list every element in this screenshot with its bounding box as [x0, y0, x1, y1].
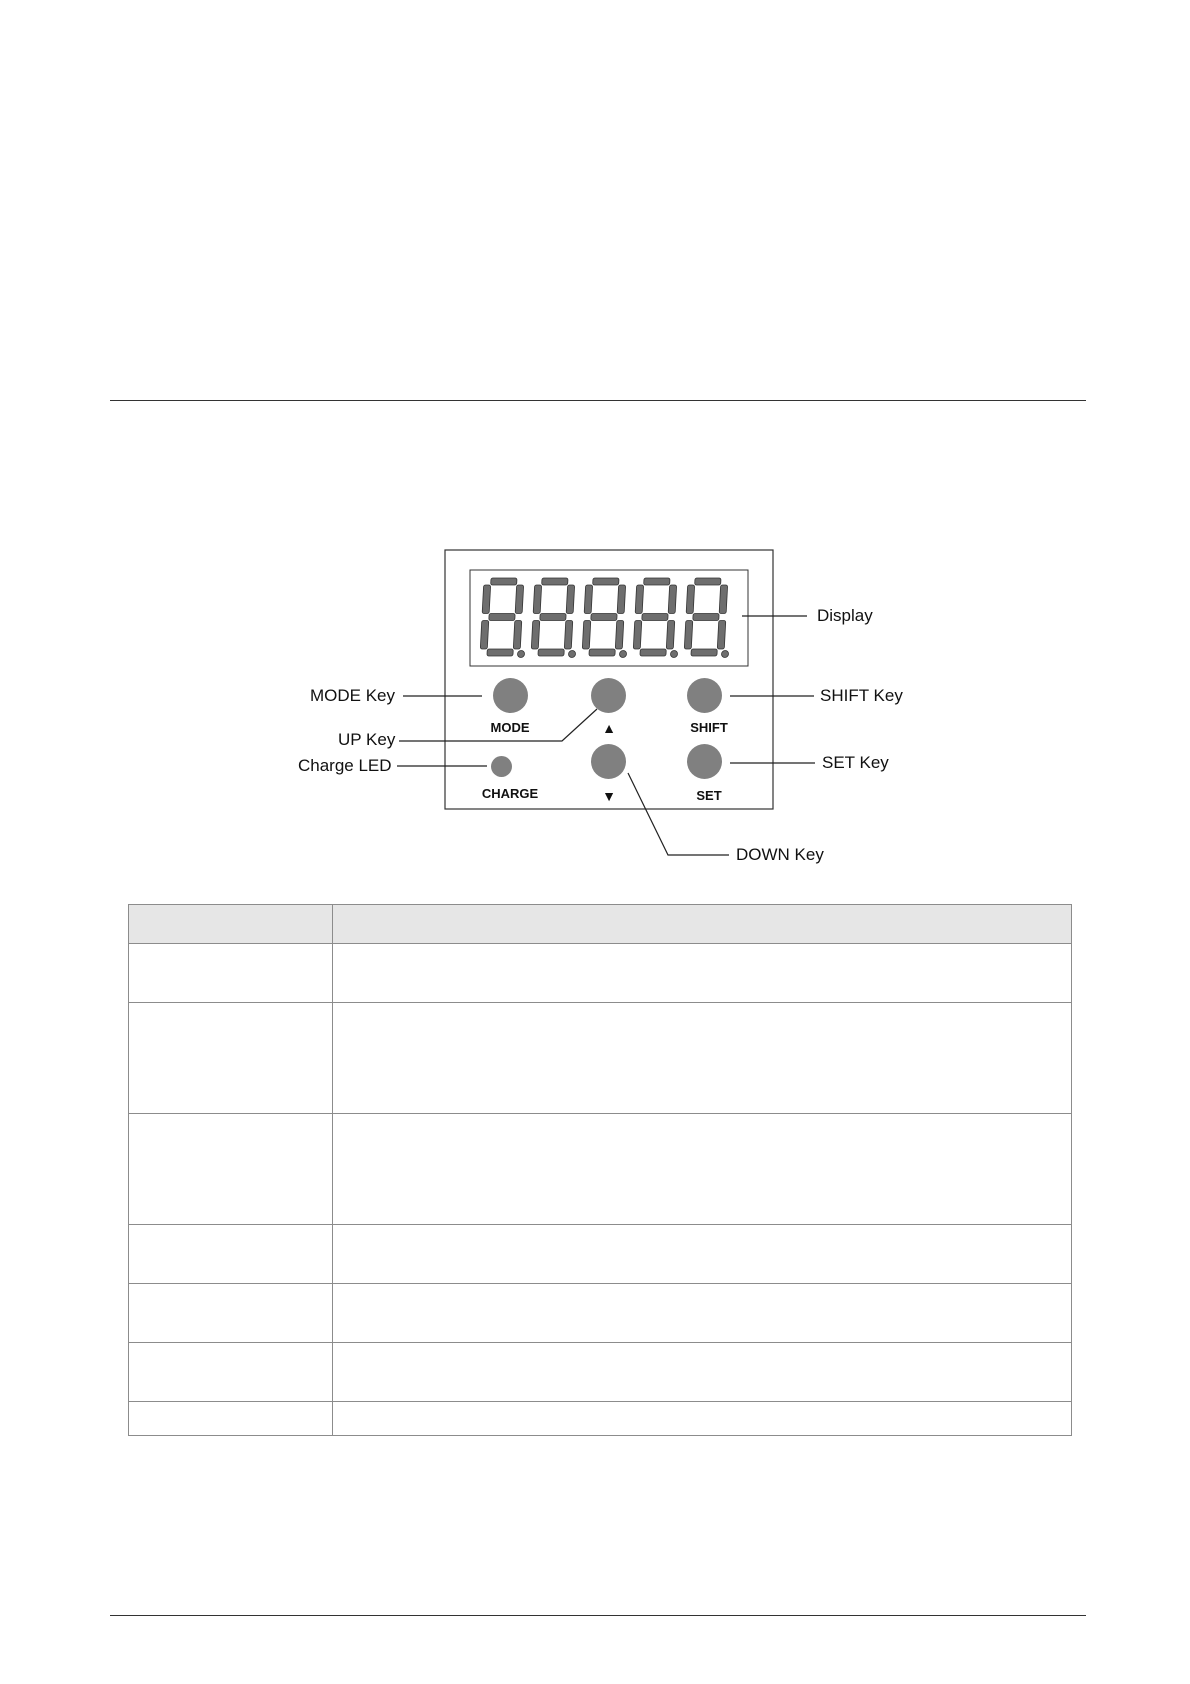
display-segment — [686, 585, 694, 614]
display-digit — [633, 578, 682, 658]
table-cell — [129, 1114, 333, 1225]
display-segment — [533, 585, 541, 614]
table-row — [129, 1402, 1072, 1436]
display-segment — [617, 585, 625, 614]
table-cell — [129, 1402, 333, 1436]
mode-key-callout: MODE Key — [310, 686, 396, 705]
table-cell — [333, 944, 1072, 1003]
display-segment — [635, 585, 643, 614]
display-digit — [480, 578, 529, 658]
down-key-leader — [628, 773, 729, 855]
table-header-cell — [333, 905, 1072, 944]
display-segment — [489, 614, 515, 621]
mode-key-label: MODE — [490, 720, 530, 735]
decimal-point — [517, 651, 524, 658]
keypad-diagram — [280, 540, 920, 890]
display-segment — [487, 649, 513, 656]
display-segment — [589, 649, 615, 656]
table-row — [129, 1284, 1072, 1343]
display-segment — [482, 585, 490, 614]
display-segment — [640, 649, 666, 656]
display-digit — [582, 578, 631, 658]
display-segment — [564, 621, 572, 650]
charge-led — [491, 756, 512, 777]
display-segment — [719, 585, 727, 614]
table-row — [129, 944, 1072, 1003]
display-segment — [513, 621, 521, 650]
display-segment — [717, 621, 725, 650]
up-button[interactable] — [591, 678, 626, 713]
display-segment — [540, 614, 566, 621]
table-row — [129, 1225, 1072, 1284]
table-cell — [333, 1343, 1072, 1402]
keypad-svg — [280, 540, 920, 890]
table-row — [129, 1114, 1072, 1225]
bottom-rule — [110, 1615, 1086, 1616]
display-digit — [684, 578, 733, 658]
table-header-row — [129, 905, 1072, 944]
display-segment — [566, 585, 574, 614]
display-segment — [538, 649, 564, 656]
display-segment — [593, 578, 619, 585]
display-segment — [480, 621, 488, 650]
table-cell — [333, 1003, 1072, 1114]
decimal-point — [670, 651, 677, 658]
display-segment — [584, 585, 592, 614]
table-row — [129, 1343, 1072, 1402]
up-arrow-icon: ▲ — [602, 720, 616, 736]
shift-key-callout: SHIFT Key — [820, 686, 903, 705]
table-cell — [129, 944, 333, 1003]
display-segment — [666, 621, 674, 650]
table-row — [129, 1003, 1072, 1114]
display-segment — [615, 621, 623, 650]
shift-button[interactable] — [687, 678, 722, 713]
table-cell — [129, 1225, 333, 1284]
table-cell — [333, 1225, 1072, 1284]
shift-key-label: SHIFT — [690, 720, 728, 735]
display-segment — [542, 578, 568, 585]
display-segment — [633, 621, 641, 650]
display-segment — [642, 614, 668, 621]
display-segment — [515, 585, 523, 614]
table-cell — [333, 1402, 1072, 1436]
display-segment — [531, 621, 539, 650]
display-segment — [695, 578, 721, 585]
display-segment — [691, 649, 717, 656]
display-segment — [491, 578, 517, 585]
seven-segment-display — [480, 578, 733, 658]
decimal-point — [721, 651, 728, 658]
table-cell — [129, 1003, 333, 1114]
display-segment — [668, 585, 676, 614]
display-callout: Display — [817, 606, 873, 625]
down-key-callout: DOWN Key — [736, 845, 824, 864]
down-button[interactable] — [591, 744, 626, 779]
display-digit — [531, 578, 580, 658]
set-button[interactable] — [687, 744, 722, 779]
charge-label: CHARGE — [481, 786, 539, 801]
display-segment — [693, 614, 719, 621]
set-key-callout: SET Key — [822, 753, 889, 772]
decimal-point — [619, 651, 626, 658]
table-cell — [129, 1284, 333, 1343]
display-segment — [591, 614, 617, 621]
table-header-cell — [129, 905, 333, 944]
decimal-point — [568, 651, 575, 658]
set-key-label: SET — [696, 788, 722, 803]
down-arrow-icon: ▼ — [602, 788, 616, 804]
description-table — [128, 904, 1072, 1436]
mode-button[interactable] — [493, 678, 528, 713]
display-segment — [684, 621, 692, 650]
display-segment — [644, 578, 670, 585]
display-segment — [582, 621, 590, 650]
top-rule — [110, 400, 1086, 401]
table-cell — [333, 1114, 1072, 1225]
table-cell — [333, 1284, 1072, 1343]
table-cell — [129, 1343, 333, 1402]
up-key-callout: UP Key — [338, 730, 396, 749]
charge-led-callout: Charge LED — [298, 756, 392, 775]
